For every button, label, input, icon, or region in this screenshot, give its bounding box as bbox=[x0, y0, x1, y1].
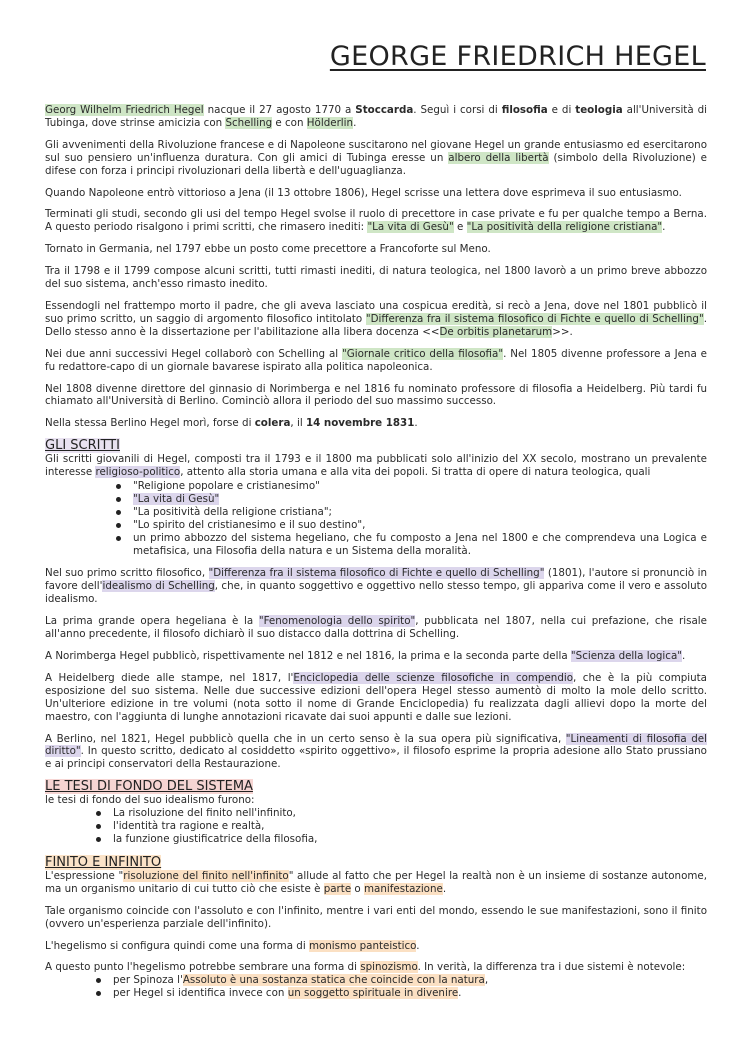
bio-paragraph-4: Terminati gli studi, secondo gli usi del tempo Hegel svolse il ruolo di precettore in case private e fu per qualche tempo a Berna. A questo periodo risalgono i primi scritti, che rimasero inediti: "La vita di Gesù" e "La positività della religione cristiana". bbox=[45, 208, 707, 234]
bio-paragraph-7: Essendogli nel frattempo morto il padre, che gli aveva lasciato una cospicua eredità, si recò a Jena, dove nel 1801 pubblicò il suo primo scritto, un saggio di argomento filosofico intitolato "Differenza fra il sistema filosofico di Fichte e quello di Schelling". Dello stesso anno è la dissertazione per l'abilitazione alla libera docenza <<De orbitis planetarum>>. bbox=[45, 299, 707, 338]
highlighted-text: "Lineamenti di filosofia del diritto" bbox=[45, 732, 707, 758]
highlighted-text: religioso-politico bbox=[95, 466, 181, 479]
highlighted-text: Assoluto è una sostanza statica che coincide con la natura bbox=[182, 974, 485, 987]
scritti-intro: Gli scritti giovanili di Hegel, composti tra il 1793 e il 1800 ma pubblicati solo all'inizio del XX secolo, mostrano un prevalente interesse religioso-politico, attento alla storia umana e alla vita dei popoli. Si tratta di opere di natura teologica, quali bbox=[45, 453, 707, 479]
bio-paragraph-10: Nella stessa Berlino Hegel morì, forse di colera, il 14 novembre 1831. bbox=[45, 417, 418, 430]
highlighted-text: manifestazione bbox=[364, 882, 443, 895]
highlighted-text: un soggetto spirituale in divenire bbox=[287, 987, 459, 1000]
bold-text: Stoccarda bbox=[355, 104, 414, 116]
page-title: GEORGE FRIEDRICH HEGEL bbox=[329, 41, 706, 72]
scritti-list bbox=[45, 480, 707, 557]
highlighted-text: Georg Wilhelm Friedrich Hegel bbox=[45, 104, 204, 116]
tesi-intro: le tesi di fondo del suo idealismo furono: bbox=[45, 794, 255, 807]
section-heading-tesi: LE TESI DI FONDO DEL SISTEMA bbox=[45, 779, 253, 795]
highlighted-text: Enciclopedia delle scienze filosofiche in compendio bbox=[293, 671, 574, 684]
bio-paragraph-5: Tornato in Germania, nel 1797 ebbe un posto come precettore a Francoforte sul Meno. bbox=[45, 243, 491, 256]
highlighted-text: "Giornale critico della filosofia" bbox=[342, 347, 504, 360]
section-heading-finito: FINITO E INFINITO bbox=[45, 854, 162, 870]
bio-paragraph-8: Nei due anni successivi Hegel collaborò con Schelling al "Giornale critico della filosofia". Nel 1805 divenne professore a Jena e fu redattore-capo di un giornale bavarese ispirato alla politica napoleonica. bbox=[45, 347, 708, 373]
highlighted-text: parte bbox=[323, 882, 352, 895]
highlighted-text: Hölderlin bbox=[306, 116, 354, 129]
section-scritti bbox=[45, 439, 707, 453]
bold-text: teologia bbox=[575, 104, 623, 116]
list-item: per Spinoza l'Assoluto è una sostanza statica che coincide con la natura, bbox=[113, 974, 707, 987]
bold-text: colera bbox=[254, 417, 291, 430]
highlighted-text: idealismo di Schelling bbox=[102, 580, 215, 593]
highlighted-text: albero della libertà bbox=[448, 151, 549, 164]
highlighted-text: monismo panteistico bbox=[308, 939, 417, 952]
highlighted-text: risoluzione del finito nell'infinito bbox=[123, 869, 289, 882]
bio-paragraph-9: Nel 1808 divenne direttore del ginnasio di Norimberga e nel 1816 fu nominato professore di filosofia a Heidelberg. Più tardi fu chiamato all'Università di Berlino. Cominciò allora il periodo del suo massimo successo. bbox=[45, 382, 707, 408]
list-item: "Lo spirito del cristianesimo e il suo destino", bbox=[133, 519, 707, 532]
finito-paragraph-3: L'hegelismo si configura quindi come una forma di monismo panteistico. bbox=[45, 939, 420, 952]
section-finito bbox=[45, 856, 707, 870]
finito-list bbox=[45, 974, 707, 1000]
bio-paragraph-6: Tra il 1798 e il 1799 compose alcuni scritti, tutti rimasti inediti, di natura teologica, nel 1800 lavorò a un primo breve abbozzo del suo sistema, anch'esso rimasto inedito. bbox=[45, 265, 707, 291]
list-item: "Religione popolare e cristianesimo" bbox=[133, 480, 707, 493]
section-heading-scritti: GLI SCRITTI bbox=[45, 438, 120, 454]
highlighted-text: "Fenomenologia dello spirito" bbox=[258, 615, 416, 628]
highlighted-text: "La vita di Gesù" bbox=[133, 492, 220, 505]
finito-paragraph-2: Tale organismo coincide con l'assoluto e con l'infinito, mentre i vari enti del mondo, essendo le sue manifestazioni, sono il finito (ovvero un'esperienza parziale dell'infinito). bbox=[45, 904, 707, 930]
bold-text: 14 novembre 1831 bbox=[305, 417, 415, 430]
bio-paragraph-2: Gli avvenimenti della Rivoluzione francese e di Napoleone suscitarono nel giovane Hegel un grande entusiasmo ed esercitarono sul suo pensiero un'influenza duratura. Con gli amici di Tubinga eresse un albero della libertà (simbolo della Rivoluzione) e difese con forza i principi rivoluzionari della libertà e dell'uguaglianza. bbox=[45, 138, 707, 177]
list-item: la funzione giustificatrice della filosofia, bbox=[113, 833, 707, 846]
scritti-paragraph-4: A Heidelberg diede alle stampe, nel 1817, l'Enciclopedia delle scienze filosofiche in compendio, che è la più compiuta esposizione del suo sistema. Nelle due successive edizioni dell'opera Hegel stesso aumentò di molto la mole dello scritto. Un'ulteriore edizione in tre volumi (nota sotto il nome di Grande Enciclopedia) fu realizzata dagli allievi dopo la morte del maestro, con l'aggiunta di lunghe annotazioni ricavate dai suoi appunti e dalle sue lezioni. bbox=[45, 671, 707, 723]
highlighted-text: "La positività della religione cristiana" bbox=[466, 221, 663, 234]
scritti-paragraph-1: Nel suo primo scritto filosofico, "Differenza fra il sistema filosofico di Fichte e quello di Schelling" (1801), l'autore si pronunciò in favore dell'idealismo di Schelling, che, in quanto soggettivo e oggettivo nello stesso tempo, gli appariva come il vero e assoluto idealismo. bbox=[45, 567, 707, 606]
highlighted-text: "Differenza fra il sistema filosofico di Fichte e quello di Schelling" bbox=[208, 567, 545, 580]
list-item: per Hegel si identifica invece con un soggetto spirituale in divenire. bbox=[113, 987, 707, 1000]
highlighted-text: spinozismo bbox=[360, 961, 418, 974]
tesi-list bbox=[45, 807, 707, 846]
list-item bbox=[133, 493, 707, 506]
bio-paragraph-1: Georg Wilhelm Friedrich Hegel nacque il 27 agosto 1770 a Stoccarda. Seguì i corsi di filosofia e di teologia all'Università di Tubinga, dove strinse amicizia con Schelling e con Hölderlin. bbox=[45, 104, 707, 129]
highlighted-text: Schelling bbox=[225, 116, 273, 129]
scritti-paragraph-3: A Norimberga Hegel pubblicò, rispettivamente nel 1812 e nel 1816, la prima e la seconda parte della "Scienza della logica". bbox=[45, 650, 686, 662]
list-item: La risoluzione del finito nell'infinito, bbox=[113, 807, 707, 820]
scritti-paragraph-5: A Berlino, nel 1821, Hegel pubblicò quella che in un certo senso è la sua opera più significativa, "Lineamenti di filosofia del diritto". In questo scritto, dedicato al cosiddetto «spirito oggettivo», il filosofo esprime la propria adesione allo Stato prussiano e ai principi conservatori della Restaurazione. bbox=[45, 732, 707, 771]
scritti-paragraph-2: La prima grande opera hegeliana è la "Fenomenologia dello spirito", pubblicata nel 1807, nella cui prefazione, che risale all'anno precedente, il filosofo dichiarò il suo distacco dalla dottrina di Schelling. bbox=[45, 615, 708, 641]
highlighted-text: "Scienza della logica" bbox=[570, 650, 683, 662]
highlighted-text: De orbitis planetarum bbox=[439, 325, 553, 338]
section-tesi bbox=[45, 780, 707, 794]
document-body bbox=[45, 104, 707, 1000]
list-item: l'identità tra ragione e realtà, bbox=[113, 820, 707, 833]
finito-paragraph-1: L'espressione "risoluzione del finito nell'infinito" allude al fatto che per Hegel la realtà non è un insieme di sostanze autonome, ma un organismo unitario di cui tutto ciò che esiste è parte o manifestazione. bbox=[45, 869, 708, 895]
list-item: "La positività della religione cristiana"; bbox=[133, 506, 707, 519]
bold-text: filosofia bbox=[501, 104, 548, 116]
finito-paragraph-4: A questo punto l'hegelismo potrebbe sembrare una forma di spinozismo. In verità, la differenza tra i due sistemi è notevole: bbox=[45, 961, 686, 974]
list-item: un primo abbozzo del sistema hegeliano, che fu composto a Jena nel 1800 e che comprendeva una Logica e metafisica, una Filosofia della natura e un Sistema della moralità. bbox=[133, 531, 707, 557]
bio-paragraph-3: Quando Napoleone entrò vittorioso a Jena (il 13 ottobre 1806), Hegel scrisse una lettera dove esprimeva il suo entusiasmo. bbox=[45, 186, 682, 199]
highlighted-text: "Differenza fra il sistema filosofico di Fichte e quello di Schelling" bbox=[365, 312, 704, 325]
highlighted-text: "La vita di Gesù" bbox=[367, 221, 454, 234]
